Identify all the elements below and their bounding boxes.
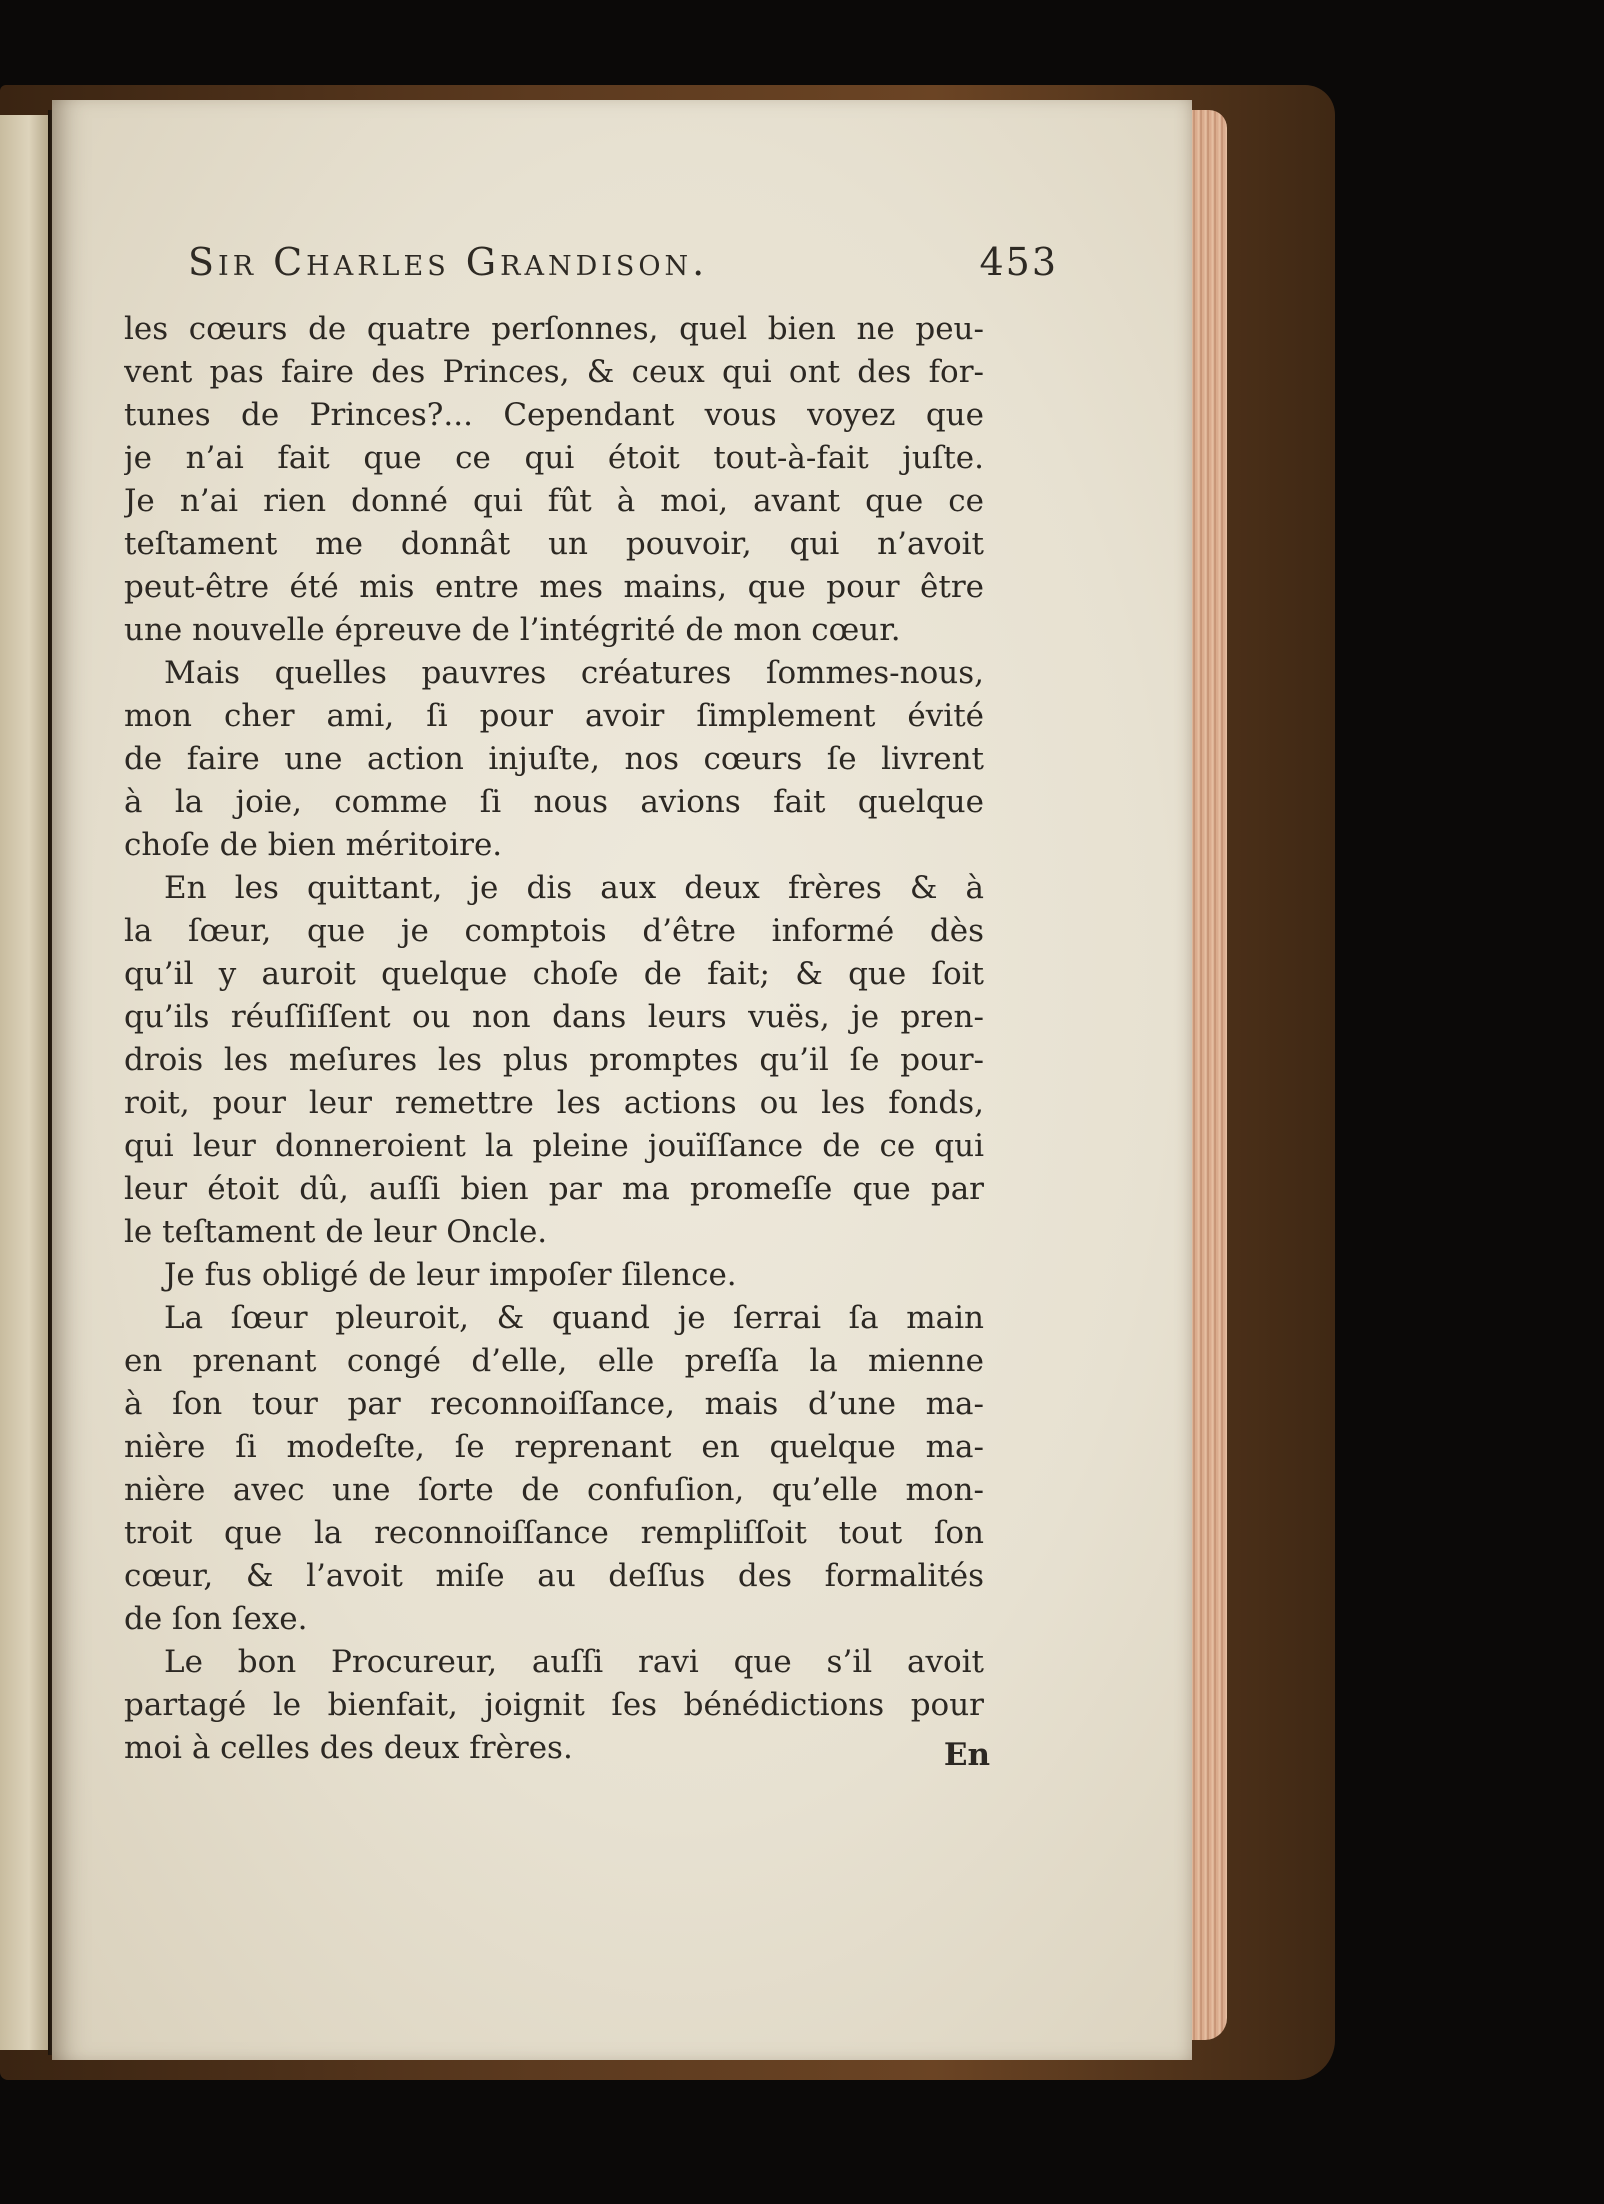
text-line: mon cher ami, ſi pour avoir ſimplement évité [124, 698, 984, 734]
text-line: de ſon ſexe. [124, 1601, 308, 1637]
text-line: choſe de bien méritoire. [124, 827, 503, 863]
text-line: tunes de Princes?... Cependant vous voyez que [124, 397, 984, 433]
text-line: nière ſi modeſte, ſe reprenant en quelque ma- [124, 1429, 984, 1465]
text-line: de faire une action injuſte, nos cœurs ſe livrent [124, 741, 984, 777]
text-line: Le bon Procureur, auſſi ravi que s’il avoit [164, 1644, 984, 1680]
text-line: nière avec une ſorte de confuſion, qu’elle mon- [124, 1472, 984, 1508]
text-line: partagé le bienfait, joignit ſes bénédictions pour [124, 1687, 984, 1723]
running-head [188, 240, 1058, 300]
running-title: Sir Charles Grandison. [188, 240, 709, 284]
text-line: teſtament me donnât un pouvoir, qui n’avoit [124, 526, 984, 562]
facing-page-edge [0, 115, 51, 2050]
text-line: la ſœur, que je comptois d’être informé dès [124, 913, 984, 949]
text-line: moi à celles des deux frères. [124, 1730, 573, 1766]
text-line: roit, pour leur remettre les actions ou les fonds, [124, 1085, 984, 1121]
text-line: qu’ils réuſſiſſent ou non dans leurs vuës, je pren- [124, 999, 984, 1035]
text-line: Mais quelles pauvres créatures ſommes-nous, [164, 655, 984, 691]
text-line: qu’il y auroit quelque choſe de fait; & que ſoit [124, 956, 984, 992]
text-line: à la joie, comme ſi nous avions fait quelque [124, 784, 984, 820]
text-line: une nouvelle épreuve de l’intégrité de mon cœur. [124, 612, 901, 648]
text-line: le teſtament de leur Oncle. [124, 1214, 548, 1250]
text-line: Je fus obligé de leur impoſer ſilence. [164, 1257, 737, 1293]
text-line: cœur, & l’avoit miſe au deſſus des formalités [124, 1558, 984, 1594]
text-line: Je n’ai rien donné qui fût à moi, avant que ce [124, 483, 984, 519]
text-line: à ſon tour par reconnoiſſance, mais d’une ma- [124, 1386, 984, 1422]
body-text [124, 308, 984, 1770]
text-line: drois les meſures les plus promptes qu’il ſe pour- [124, 1042, 984, 1078]
text-line: je n’ai fait que ce qui étoit tout-à-fait juſte. [124, 440, 984, 476]
page-number: 453 [979, 240, 1058, 284]
catchword: En [943, 1737, 990, 1773]
text-line: La ſœur pleuroit, & quand je ſerrai ſa main [164, 1300, 984, 1336]
text-line: En les quittant, je dis aux deux frères & à [164, 870, 984, 906]
text-line: peut-être été mis entre mes mains, que pour être [124, 569, 984, 605]
text-line: troit que la reconnoiſſance rempliſſoit tout ſon [124, 1515, 984, 1551]
text-line: en prenant congé d’elle, elle preſſa la mienne [124, 1343, 984, 1379]
text-line: qui leur donneroient la pleine jouïſſance de ce qui [124, 1128, 984, 1164]
text-line: leur étoit dû, auſſi bien par ma promeſſe que par [124, 1171, 984, 1207]
text-line: les cœurs de quatre perſonnes, quel bien ne peu- [124, 311, 984, 347]
text-line: vent pas faire des Princes, & ceux qui ont des for- [124, 354, 984, 390]
